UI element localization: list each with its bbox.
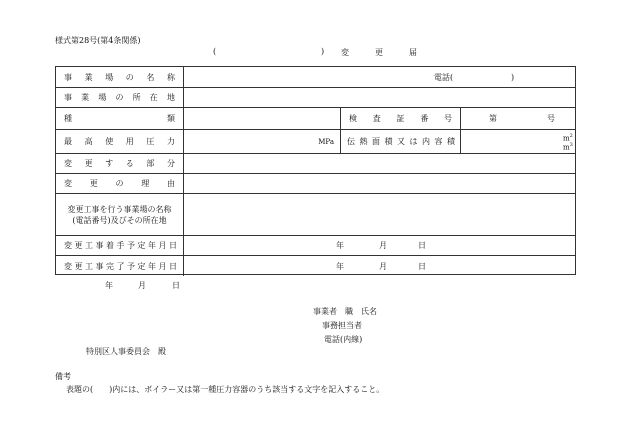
row-change-part	[56, 153, 575, 173]
change-notification-table	[55, 66, 576, 275]
person-in-charge: 事務担当者	[322, 321, 362, 330]
row-pressure	[56, 129, 575, 153]
field-heating-area[interactable]	[460, 130, 577, 153]
label-type: 種 類	[64, 114, 175, 123]
title-paren-open: (	[213, 47, 217, 56]
number-prefix: 第	[489, 114, 497, 123]
label-business-name: 事 業 場 の 名 称	[64, 72, 175, 82]
title-char-1: 変	[341, 48, 349, 57]
remarks-title: 備考	[55, 372, 71, 381]
label-contractor-line1: 変更工事を行う事業場の名称	[67, 204, 172, 214]
start-month: 月	[379, 241, 387, 250]
row-business-name	[56, 67, 575, 87]
area-unit-m2: $m^2$	[563, 133, 573, 143]
label-start-date: 変 更 工 事 着 手 予 定 年 月 日	[64, 241, 177, 250]
applicant-line: 事業者 職 氏名	[313, 307, 377, 316]
field-business-name[interactable]	[183, 67, 577, 87]
field-max-pressure[interactable]	[183, 130, 340, 153]
label-max-pressure: 最 高 使 用 圧 力	[64, 137, 175, 146]
field-change-reason[interactable]	[183, 174, 577, 193]
field-end-date[interactable]	[183, 256, 577, 276]
phone-extension: 電話(内線)	[324, 335, 363, 344]
start-year: 年	[336, 241, 344, 250]
title-char-3: 届	[409, 48, 417, 57]
addressee: 特別区人事委員会 殿	[86, 347, 166, 356]
footer-date-year: 年	[105, 281, 113, 290]
label-change-reason: 変 更 の 理 由	[64, 179, 175, 188]
field-location[interactable]	[183, 88, 577, 107]
label-contractor	[56, 194, 183, 235]
remarks-text: 表題の( )内には、ボイラー又は第一種圧力容器のうち該当する文字を記入すること。	[66, 385, 385, 394]
title-paren-close: )	[321, 47, 325, 56]
end-year: 年	[336, 261, 344, 271]
row-type	[56, 107, 575, 129]
row-location	[56, 87, 575, 107]
row-change-reason	[56, 173, 575, 193]
row-start-date	[56, 235, 575, 255]
row-contractor	[56, 193, 575, 235]
field-type[interactable]	[183, 108, 340, 129]
label-location: 事 業 場 の 所 在 地	[64, 93, 175, 102]
label-end-date: 変 更 工 事 完 了 予 定 年 月 日	[64, 261, 177, 271]
phone-label: 電話(	[434, 72, 454, 82]
field-start-date[interactable]	[183, 236, 577, 255]
field-inspection-number[interactable]	[460, 108, 577, 129]
area-unit-m3: $m^3$	[563, 142, 573, 152]
phone-close: )	[511, 72, 515, 82]
form-number: 様式第28号(第4条関係)	[55, 36, 141, 45]
label-change-part: 変 更 す る 部 分	[64, 159, 175, 168]
footer-date-month: 月	[138, 281, 146, 290]
end-day: 日	[418, 261, 426, 271]
label-contractor-line2: (電話番号)及びその所在地	[72, 215, 167, 225]
start-day: 日	[418, 241, 426, 250]
field-change-part[interactable]	[183, 154, 577, 173]
pressure-unit: MPa	[318, 137, 334, 146]
row-end-date	[56, 255, 575, 276]
title-char-2: 更	[375, 48, 383, 57]
label-heating-area: 伝 熱 面 積 又 は 内 容 積	[340, 130, 460, 153]
end-month: 月	[379, 261, 387, 271]
number-suffix: 号	[547, 114, 555, 123]
footer-date-day: 日	[172, 281, 180, 290]
field-contractor[interactable]	[183, 194, 577, 235]
label-inspection-number: 検 査 証 番 号	[340, 108, 460, 129]
